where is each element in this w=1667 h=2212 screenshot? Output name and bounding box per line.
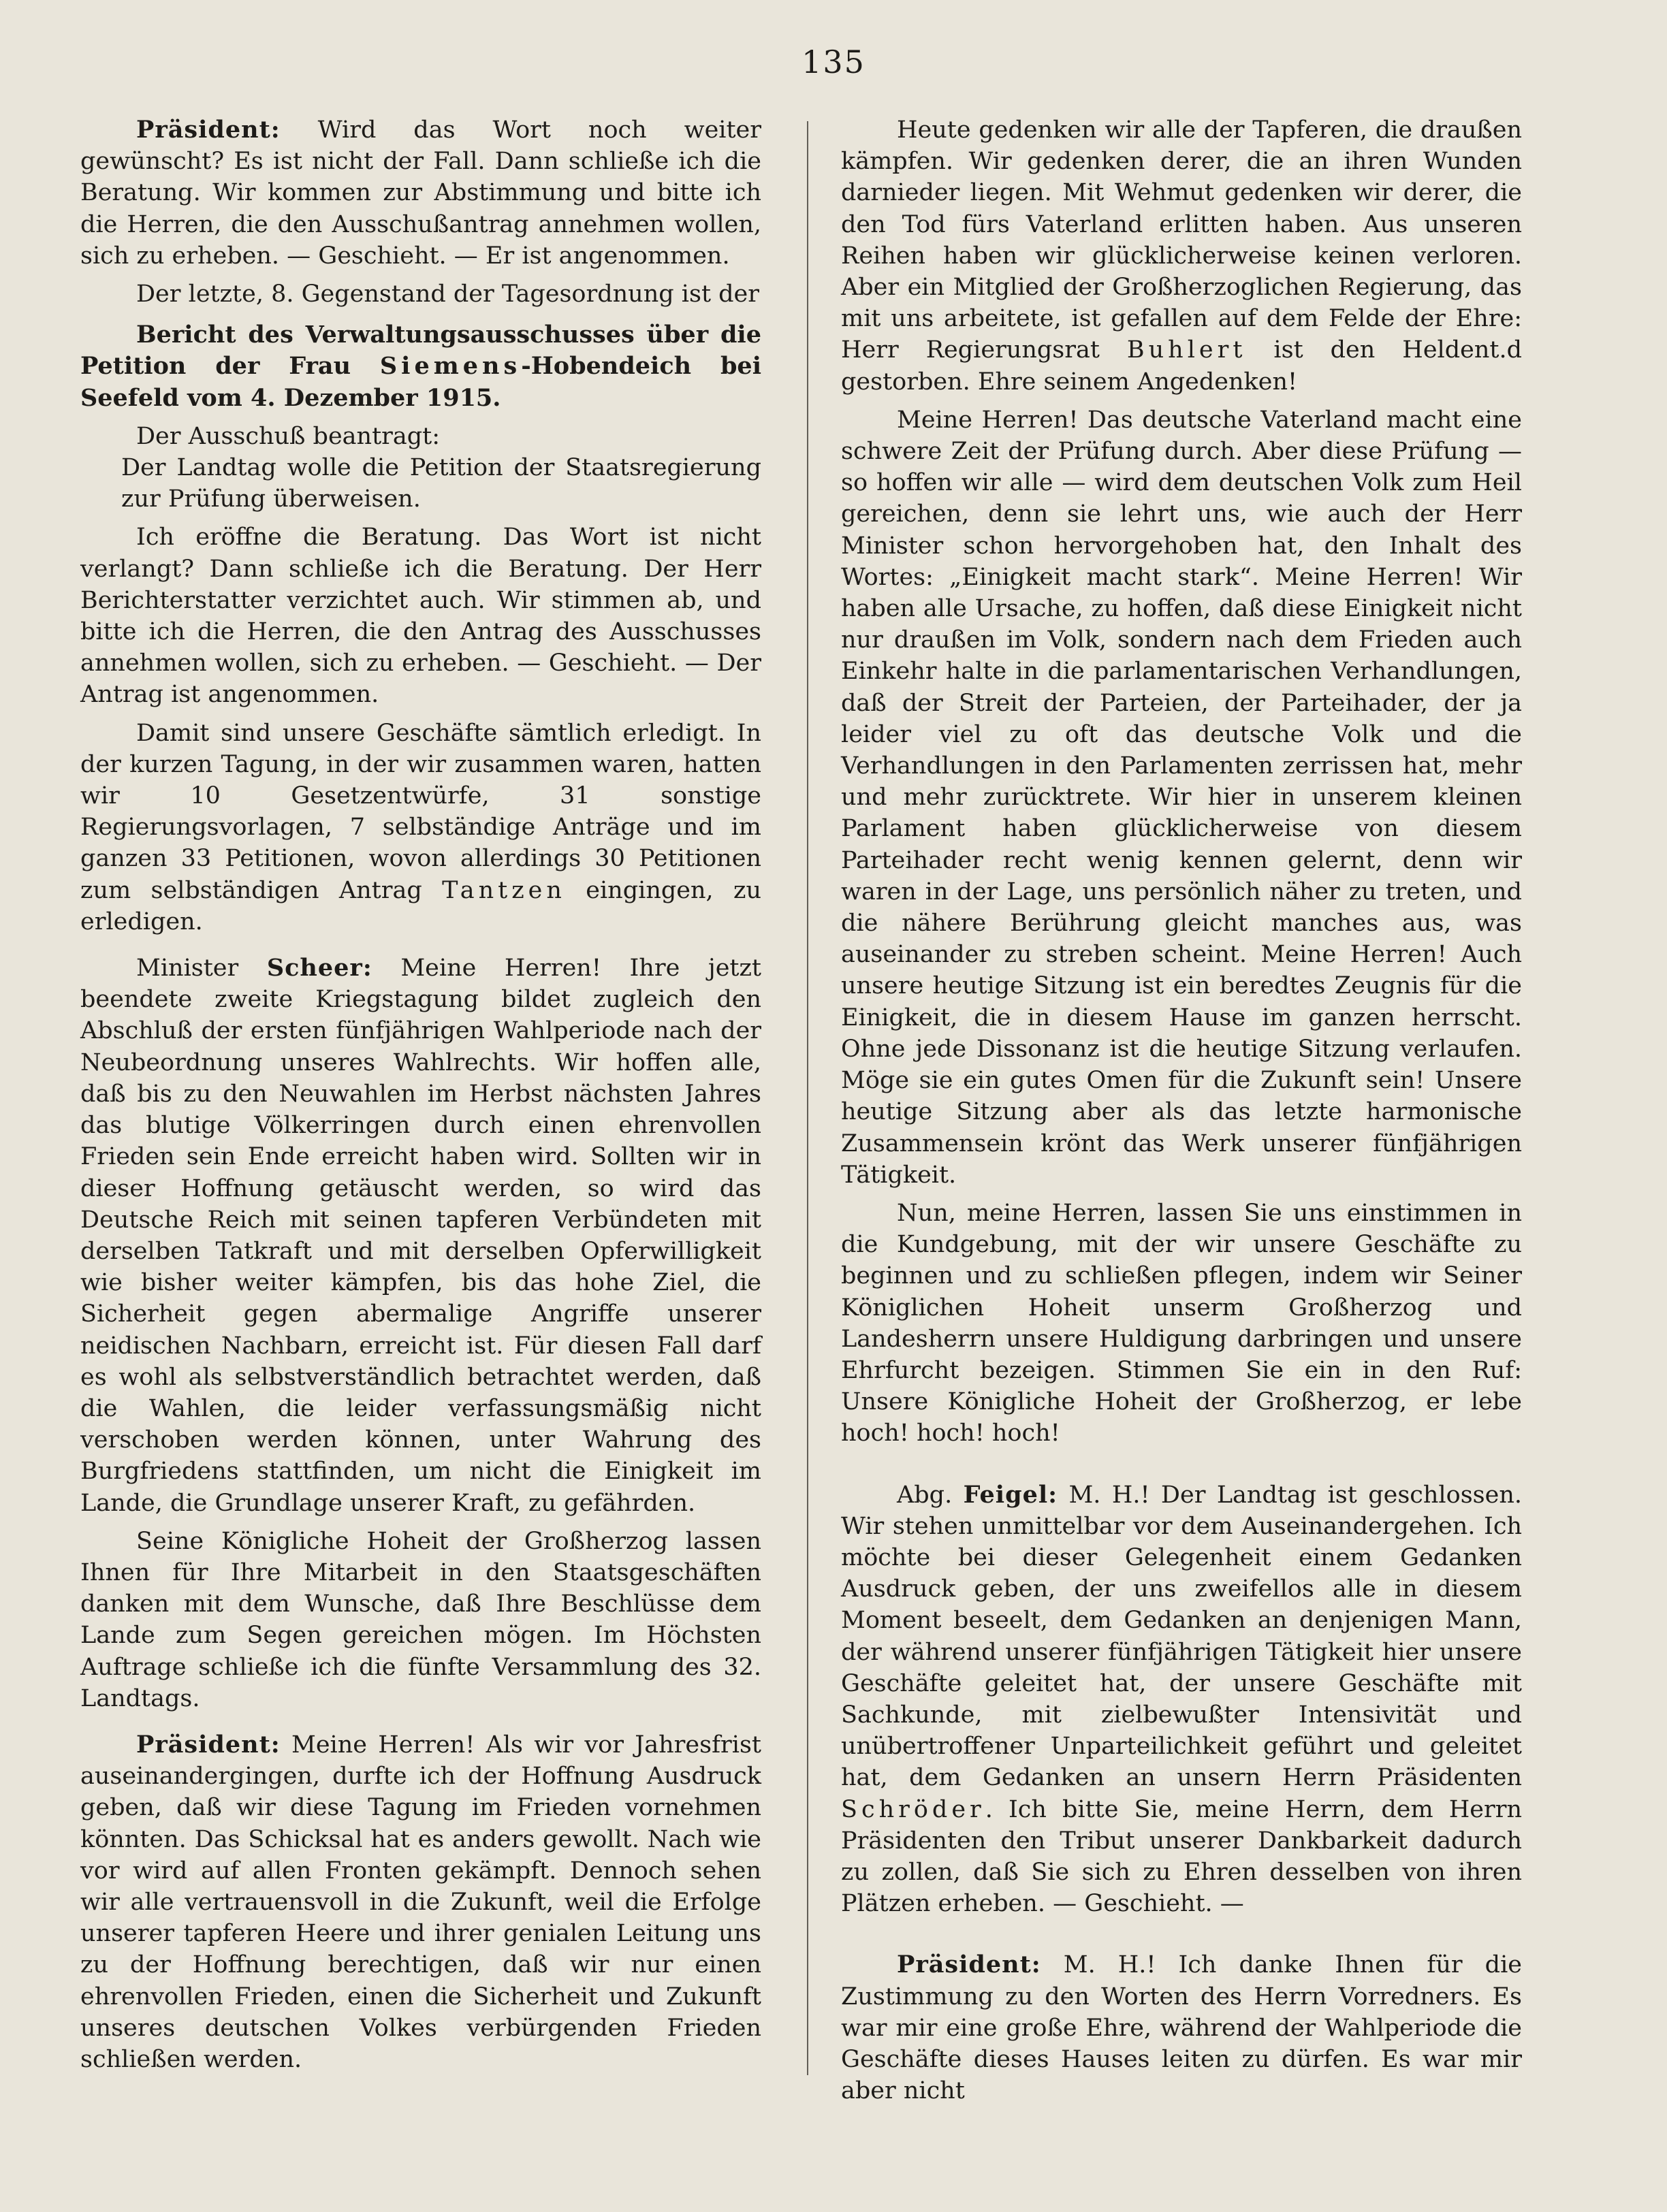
- heading-text: Bericht des Verwaltungsausschusses über die Petition der Frau: [80, 321, 761, 381]
- paragraph-text-end: . Ich bitte Sie, meine Herrn, dem Herrn Präsidenten den Tribut unserer Dankbarkeit dadurch zu zollen, daß Sie sich zu Ehren desselben von ihren Plätzen erheben. — Geschieht. —: [841, 1795, 1522, 1918]
- speaker-name: Feigel:: [963, 1480, 1058, 1509]
- paragraph-minister-speech: [80, 952, 761, 1519]
- speaker-name: Scheer:: [266, 954, 372, 982]
- paragraph-text: M. H.! Der Landtag ist geschlossen. Wir stehen unmittelbar vor dem Auseinandergehen. Ich möchte bei dieser Gelegenheit einem Gedanken Ausdruck geben, der uns zweifellos alle in diesem Moment beseelt, dem Gedanken an denjenigen Mann, der während unserer fünfjährigen Tätigkeit hier unsere Geschäfte geleitet hat, der unsere Geschäfte mit Sachkunde, mit zielbewußter Intensivität und unübertroffener Unparteilichkeit geführt und geleitet hat, dem Gedanken an unsern Herrn Präsidenten: [841, 1481, 1522, 1792]
- paragraph-feigel-speech: [841, 1479, 1522, 1920]
- heading-text-end: -Hobendeich bei Seefeld vom 4. Dezember 1915.: [80, 352, 761, 412]
- paragraph-text: Meine Herren! Als wir vor Jahresfrist auseinandergingen, durfte ich der Hoffnung Ausdruck geben, daß wir diese Tagung im Frieden vornehmen könnten. Das Schicksal hat es anders gewollt. Nach wie vor wird auf allen Fronten gekämpft. Dennoch sehen wir alle vertrauensvoll in die Zukunft, weil die Erfolge unserer tapferen Heere und ihrer genialen Leitung uns zu der Hoffnung berechtigen, daß wir nur einen ehrenvollen Frieden, einen die Sicherheit und Zukunft unseres deutschen Volkes verbürgenden Frieden schließen werden.: [80, 1731, 761, 2073]
- paragraph-president-vote: [80, 114, 761, 272]
- paragraph-president-speech: [80, 1729, 761, 2075]
- paragraph-summary: [80, 718, 761, 937]
- person-name: Schröder: [841, 1795, 985, 1823]
- left-column: [80, 114, 761, 2075]
- paragraph-president-closing: [841, 1949, 1522, 2106]
- person-name: Buhlert: [1126, 336, 1247, 364]
- paragraph-homage: Nun, meine Herren, lassen Sie uns einstimmen in die Kundgebung, mit der wir unsere Geschäfte zu beginnen und zu schließen pflegen, indem wir Seiner Königlichen Hoheit unserm Großherzog und Landesherrn unsere Huldigung darbringen und unsere Ehrfurcht bezeigen. Stimmen Sie ein in den Ruf: Unsere Königliche Hoheit der Großherzog, er lebe hoch! hoch! hoch!: [841, 1199, 1522, 1447]
- paragraph-remembrance: [841, 114, 1522, 398]
- paragraph-agenda: Der letzte, 8. Gegenstand der Tagesordnung ist der: [136, 280, 759, 308]
- person-name: Tantzen: [442, 876, 566, 904]
- right-column: [841, 114, 1522, 2106]
- paragraph-text: Wird das Wort noch weiter gewünscht? Es ist nicht der Fall. Dann schließe ich die Beratung. Wir kommen zur Abstimmung und bitte ich die Herren, die den Ausschußantrag annehmen wollen, sich zu erheben. — Geschieht. — Er ist angenommen.: [80, 116, 761, 270]
- speaker-title: Abg.: [897, 1481, 964, 1509]
- paragraph-committee: Der Ausschuß beantragt:: [136, 422, 441, 450]
- paragraph-text-end: ist den Heldent.d gestorben. Ehre seinem Angedenken!: [841, 336, 1522, 396]
- paragraph-grand-duke: Seine Königliche Hoheit der Großherzog lassen Ihnen für Ihre Mitarbeit in den Staatsgeschäften danken mit dem Wunsche, daß Ihre Beschlüsse dem Lande zum Segen gereichen mögen. Im Höchsten Auftrage schließe ich die fünfte Versammlung des 32. Landtags.: [80, 1527, 761, 1712]
- paragraph-text: Heute gedenken wir alle der Tapferen, die draußen kämpfen. Wir gedenken derer, die an ihren Wunden darnieder liegen. Mit Wehmut gedenken wir derer, die den Tod fürs Vaterland erlitten haben. Aus unseren Reihen haben wir glücklicherweise keinen verloren. Aber ein Mitglied der Großherzoglichen Regierung, das mit uns arbeitete, ist gefallen auf dem Felde der Ehre: Herr Regierungsrat: [841, 116, 1522, 364]
- speaker-name: Präsident:: [136, 1730, 281, 1759]
- paragraph-text: M. H.! Ich danke Ihnen für die Zustimmung zu den Worten des Herrn Vorredners. Es war mir eine große Ehre, während der Wahlperiode die Geschäfte dieses Hauses leiten zu dürfen. Es war mir aber nicht: [841, 1951, 1522, 2105]
- paragraph-text: Damit sind unsere Geschäfte sämtlich erledigt. In der kurzen Tagung, in der wir zusammen waren, hatten wir 10 Gesetzentwürfe, 31 sonstige Regierungsvorlagen, 7 selbständige Anträge und im ganzen 33 Petitionen, wovon allerdings 30 Petitionen zum selbständigen Antrag: [80, 719, 761, 904]
- paragraph-debate: Ich eröffne die Beratung. Das Wort ist nicht verlangt? Dann schließe ich die Beratung. Der Herr Berichterstatter verzichtet auch. Wir stimmen ab, und bitte ich die Herren, die den Antrag des Ausschusses annehmen wollen, sich zu erheben. — Geschieht. — Der Antrag ist angenommen.: [80, 524, 761, 709]
- heading-name: Siemens: [379, 352, 522, 381]
- paragraph-text: Meine Herren! Ihre jetzt beendete zweite Kriegstagung bildet zugleich den Abschluß der ersten fünfjährigen Wahlperiode nach der Neubeordnung unseres Wahlrechts. Wir hoffen alle, daß bis zu den Neuwahlen im Herbst nächsten Jahres das blutige Völkerringen durch einen ehrenvollen Frieden sein Ende erreicht haben wird. Sollten wir in dieser Hoffnung getäuscht werden, so wird das Deutsche Reich mit seinen tapferen Verbündeten mit derselben Tatkraft und mit derselben Opferwilligkeit wie bisher weiter kämpfen, bis das hohe Ziel, die Sicherheit gegen abermalige Angriffe unserer neidischen Nachbarn, erreicht ist. Für diesen Fall darf es wohl als selbstverständlich betrachtet werden, daß die Wahlen, die leider verfassungsmäßig nicht verschoben werden können, unter Wahrung des Burgfriedens stattfinden, um nicht die Einigkeit im Lande, die Grundlage unserer Kraft, zu gefährden.: [80, 955, 761, 1517]
- speaker-name: Präsident:: [897, 1951, 1041, 1979]
- agenda-item-heading: [80, 319, 761, 414]
- motion-quote: Der Landtag wolle die Petition der Staatsregierung zur Prüfung überweisen.: [121, 454, 761, 513]
- paragraph-unity: Meine Herren! Das deutsche Vaterland macht eine schwere Zeit der Prüfung durch. Aber diese Prüfung — so hoffen wir alle — wird dem deutschen Volk zum Heil gereichen, denn sie lehrt uns, wie auch der Herr Minister schon hervorgehoben hat, den Inhalt des Wortes: „Einigkeit macht stark“. Meine Herren! Wir haben alle Ursache, zu hoffen, daß diese Einigkeit nicht nur draußen im Volk, sondern nach dem Frieden auch Einkehr halte in die parlamentarischen Verhandlungen, daß der Streit der Parteien, der Parteihader, der ja leider viel zu oft das deutsche Volk und die Verhandlungen in den Parlamenten zerrissen hat, mehr und mehr zurücktrete. Wir hier in unserem kleinen Parlament haben glücklicherweise von diesem Parteihader recht wenig kennen gelernt, denn wir waren in der Lage, uns persönlich näher zu treten, und die nähere Berührung gleicht manches aus, was auseinander zu streben scheint. Meine Herren! Auch unsere heutige Sitzung ist ein beredtes Zeugnis für die Einigkeit, die in diesem Hause im ganzen herrscht. Ohne jede Dissonanz ist die heutige Sitzung verlaufen. Möge sie ein gutes Omen für die Zukunft sein! Unsere heutige Sitzung aber als das letzte harmonische Zusammensein krönt das Werk unserer fünfjährigen Tätigkeit.: [841, 406, 1522, 1189]
- paragraph-text-end: eingingen, zu erledigen.: [80, 876, 761, 935]
- page-number: 135: [801, 44, 866, 80]
- column-divider: [807, 121, 808, 2075]
- speaker-title: Minister: [136, 955, 267, 982]
- speaker-name: Präsident:: [136, 116, 281, 144]
